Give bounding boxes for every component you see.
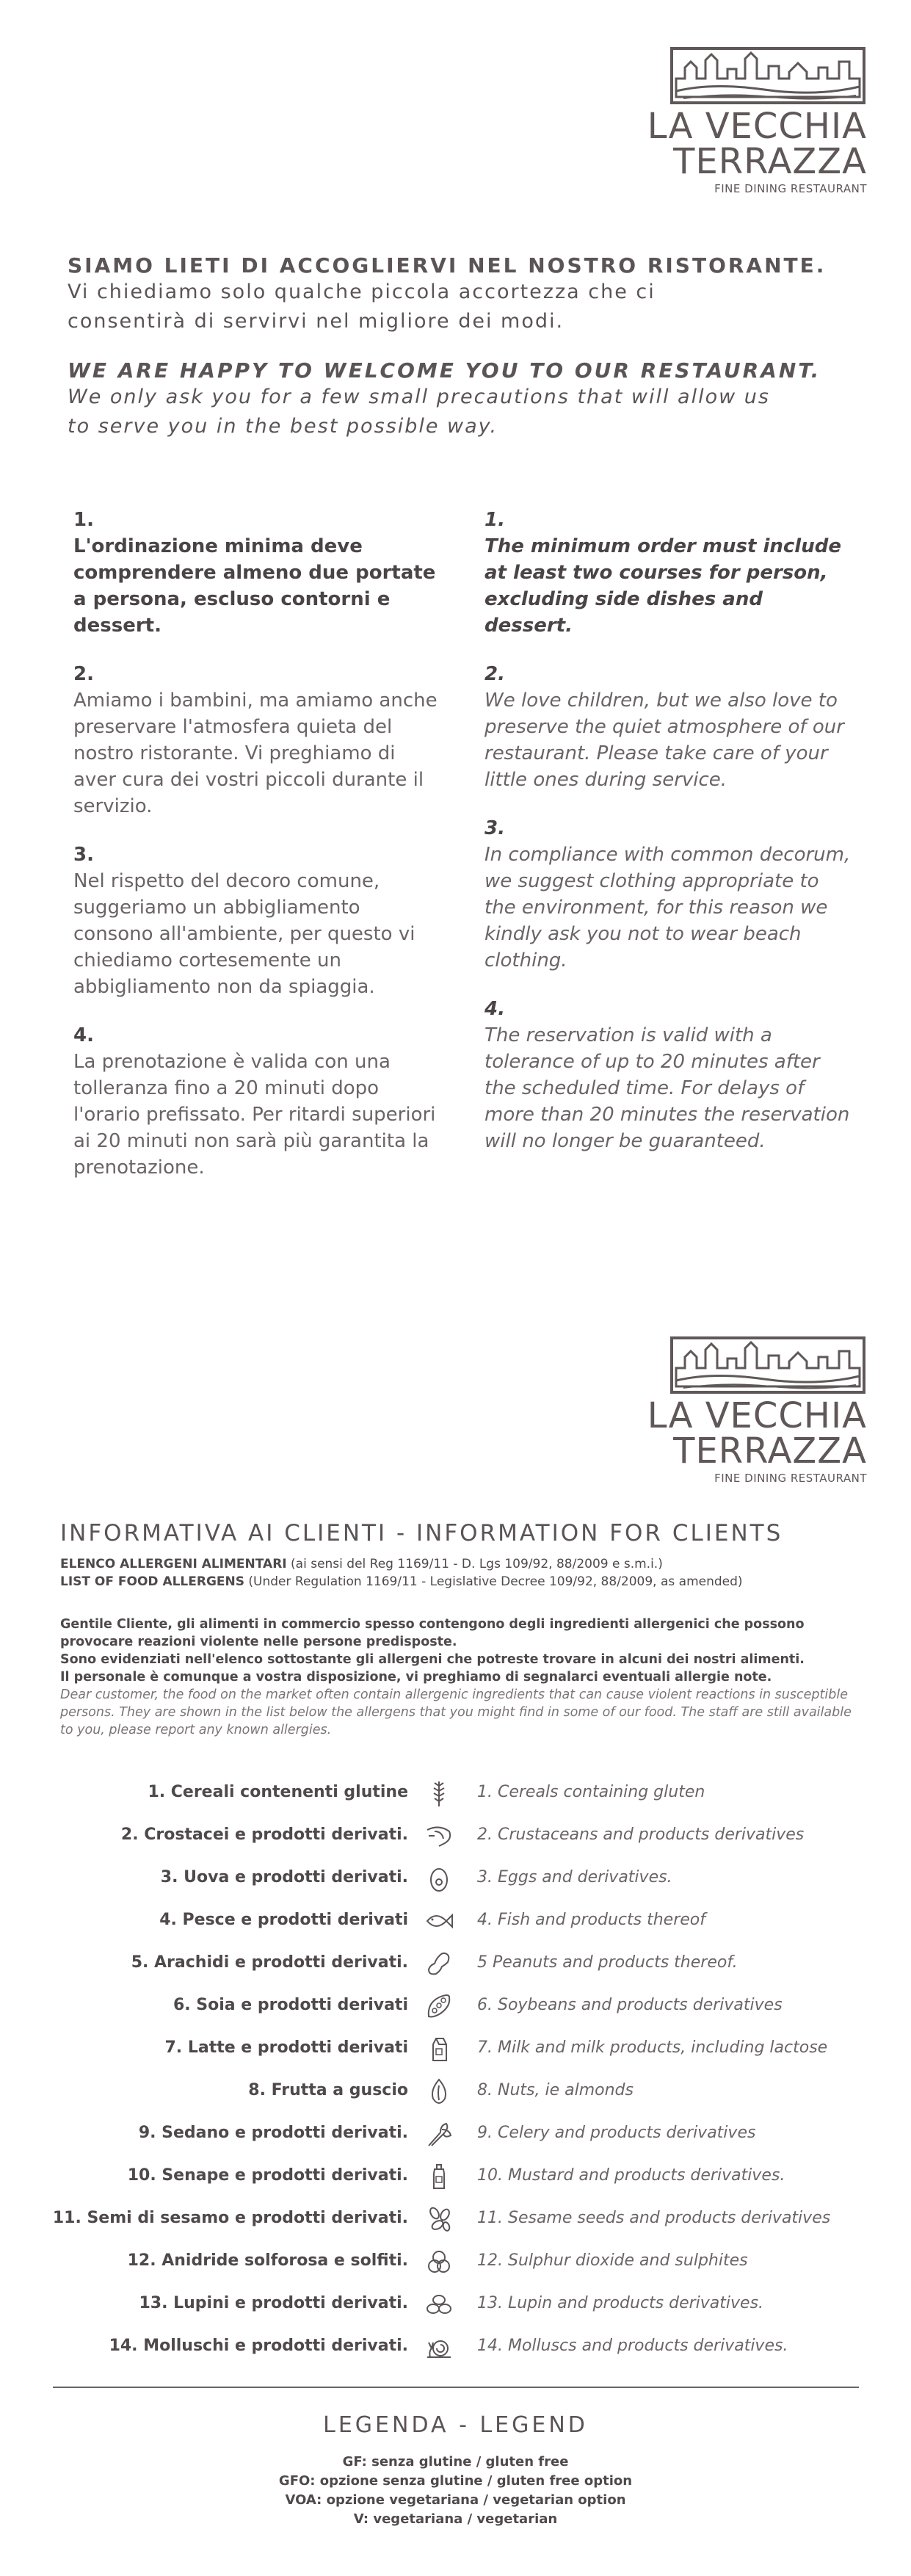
allergen-name-it: 9. Sedano e prodotti derivati.	[138, 2124, 408, 2142]
welcome-text-it-1: Vi chiediamo solo qualche piccola accortezza che ci	[68, 281, 656, 303]
allergen-row	[0, 2160, 911, 2197]
allergen-name-it: 8. Frutta a guscio	[248, 2081, 408, 2099]
rule-number: 2.	[484, 663, 505, 685]
shrimp-icon	[424, 1821, 454, 1850]
allergen-row	[0, 2118, 911, 2154]
allergen-row	[0, 2288, 911, 2325]
allergen-row	[0, 1990, 911, 2027]
allergen-name-it: 6. Soia e prodotti derivati	[173, 1996, 408, 2014]
rule-number: 3.	[484, 817, 505, 839]
rule-number: 1.	[73, 509, 94, 531]
allergen-name-en: 3. Eggs and derivatives.	[477, 1868, 672, 1886]
allergen-row	[0, 1777, 911, 1814]
allergen-name-it: 11. Semi di sesamo e prodotti derivati.	[52, 2209, 408, 2227]
logo-tagline: FINE DINING RESTAURANT	[714, 1472, 867, 1485]
almond-icon	[424, 2077, 454, 2106]
allergen-name-en: 1. Cereals containing gluten	[477, 1783, 705, 1801]
info-title: INFORMATIVA AI CLIENTI - INFORMATION FOR CLIENTS	[60, 1520, 783, 1546]
divider	[53, 2387, 859, 2388]
allergen-name-it: 1. Cereali contenenti glutine	[148, 1783, 408, 1801]
allergen-row	[0, 2203, 911, 2240]
allergen-name-en: 9. Celery and products derivatives	[477, 2124, 756, 2142]
rule-it-4	[73, 1022, 440, 1181]
allergen-name-en: 6. Soybeans and products derivatives	[477, 1996, 783, 2014]
allergen-name-it: 13. Lupini e prodotti derivati.	[139, 2294, 408, 2312]
rule-number: 4.	[73, 1024, 94, 1046]
rule-text: Nel rispetto del decoro comune, suggeriamo un abbigliamento consono all'ambiente, per questo vi chiediamo cortesemente un abbigliamento non da spiaggia.	[73, 870, 415, 998]
welcome-heading-en: WE ARE HAPPY TO WELCOME YOU TO OUR RESTAURANT.	[68, 358, 821, 383]
rule-text: In compliance with common decorum, we suggest clothing appropriate to the environment, for this reason we kindly ask you not to wear beach clothing.	[484, 844, 851, 972]
sulphite-icon	[424, 2247, 454, 2276]
mustard-icon	[424, 2162, 454, 2191]
cityscape-logo-icon	[669, 1335, 867, 1395]
logo-line-2: TERRAZZA	[673, 141, 867, 182]
allergen-heading-it-ref: (ai sensi del Reg 1169/11 - D. Lgs 109/92, 88/2009 e s.m.i.)	[286, 1557, 663, 1571]
allergen-name-en: 7. Milk and milk products, including lactose	[477, 2038, 828, 2057]
allergen-row	[0, 1947, 911, 1984]
welcome-heading-it: SIAMO LIETI DI ACCOGLIERVI NEL NOSTRO RISTORANTE.	[68, 253, 827, 278]
welcome-intro	[68, 253, 846, 441]
allergen-list-heading	[60, 1555, 743, 1591]
rule-en-4	[484, 996, 852, 1154]
allergen-heading-it-bold: ELENCO ALLERGENI ALIMENTARI	[60, 1557, 287, 1571]
allergen-row	[0, 2075, 911, 2112]
egg-icon	[424, 1864, 454, 1893]
allergen-name-en: 4. Fish and products thereof	[477, 1911, 705, 1929]
rule-text: We love children, but we also love to preserve the quiet atmosphere of our restaurant. Please take care of your little ones during service.	[484, 690, 844, 791]
lupin-icon	[424, 2290, 454, 2319]
logo-line-1: LA VECCHIA	[647, 1395, 867, 1436]
allergen-row	[0, 2246, 911, 2282]
cityscape-logo-icon	[669, 46, 867, 106]
allergen-name-en: 10. Mustard and products derivatives.	[477, 2166, 785, 2185]
rule-en-2	[484, 661, 852, 793]
rule-number: 4.	[484, 998, 505, 1020]
legend-title: LEGENDA - LEGEND	[323, 2412, 588, 2438]
allergen-name-it: 14. Molluschi e prodotti derivati.	[109, 2337, 408, 2355]
rule-text: The reservation is valid with a tolerance of up to 20 minutes after the scheduled time. For delays of more than 20 minutes the reservation will no longer be guaranteed.	[484, 1024, 850, 1152]
restaurant-logo-2	[647, 1335, 867, 1485]
rule-text: L'ordinazione minima deve comprendere almeno due portate a persona, escluso contorni e dessert.	[73, 535, 436, 637]
rule-it-1	[73, 507, 440, 639]
allergen-row	[0, 1862, 911, 1899]
legend-item-gf: GF: senza glutine / gluten free	[342, 2454, 569, 2470]
snail-icon	[424, 2332, 454, 2362]
allergen-name-en: 14. Molluscs and products derivatives.	[477, 2337, 788, 2355]
logo-line-1: LA VECCHIA	[647, 106, 867, 147]
rule-text: La prenotazione è valida con una tolleranza fino a 20 minuti dopo l'orario prefissato. Per ritardi superiori ai 20 minuti non sarà più garantita la prenotazione.	[73, 1051, 436, 1179]
rule-en-3	[484, 815, 852, 974]
legend-item-gfo: GFO: opzione senza glutine / gluten free option	[278, 2473, 633, 2489]
soybean-icon	[424, 1991, 454, 2021]
milk-icon	[424, 2034, 454, 2063]
logo-line-2: TERRAZZA	[673, 1430, 867, 1472]
rule-text: The minimum order must include at least two courses for person, excluding side dishes and dessert.	[484, 535, 841, 637]
allergen-name-en: 13. Lupin and products derivatives.	[477, 2294, 764, 2312]
rule-number: 1.	[484, 509, 505, 531]
allergen-name-it: 4. Pesce e prodotti derivati	[159, 1911, 408, 1929]
allergen-name-en: 8. Nuts, ie almonds	[477, 2081, 634, 2099]
welcome-text-en-2: to serve you in the best possible way.	[68, 415, 498, 438]
allergen-row	[0, 2331, 911, 2367]
celery-icon	[424, 2119, 454, 2149]
welcome-text-it-2: consentirà di servirvi nel migliore dei modi.	[68, 310, 565, 333]
legend-item-v: V: vegetariana / vegetarian	[353, 2511, 558, 2527]
allergen-notice	[60, 1616, 860, 1739]
wheat-icon	[424, 1779, 454, 1808]
notice-it-2: Sono evidenziati nell'elenco sottostante gli allergeni che potreste trovare in alcuni dei nostri alimenti.	[60, 1652, 805, 1667]
allergen-name-it: 3. Uova e prodotti derivati.	[160, 1868, 408, 1886]
allergen-name-it: 2. Crostacei e prodotti derivati.	[120, 1826, 408, 1844]
rule-number: 2.	[73, 663, 94, 685]
allergen-name-it: 10. Senape e prodotti derivati.	[127, 2166, 408, 2185]
allergen-name-it: 7. Latte e prodotti derivati	[164, 2038, 408, 2057]
legend-items	[0, 2453, 911, 2529]
allergen-row	[0, 2033, 911, 2069]
rule-text: Amiamo i bambini, ma amiamo anche preservare l'atmosfera quieta del nostro ristorante. Vi preghiamo di aver cura dei vostri piccoli durante il servizio.	[73, 690, 438, 817]
allergen-row	[0, 1820, 911, 1856]
allergen-name-en: 5 Peanuts and products thereof.	[477, 1953, 738, 1972]
rules-column-en	[484, 507, 852, 1176]
allergen-heading-en-bold: LIST OF FOOD ALLERGENS	[60, 1574, 245, 1589]
peanut-icon	[424, 1949, 454, 1978]
rule-it-2	[73, 661, 440, 820]
rule-number: 3.	[73, 844, 94, 866]
rule-en-1	[484, 507, 852, 639]
restaurant-logo	[647, 46, 867, 195]
allergen-name-it: 5. Arachidi e prodotti derivati.	[131, 1953, 408, 1972]
allergen-row	[0, 1905, 911, 1942]
notice-en: Dear customer, the food on the market often contain allergenic ingredients that can cause violent reactions in susceptible persons. They are shown in the list below the allergens that you might find in some of our food. The staff are still available to you, please report any known allergies.	[60, 1687, 852, 1737]
logo-tagline: FINE DINING RESTAURANT	[714, 182, 867, 195]
fish-icon	[424, 1906, 454, 1936]
allergen-heading-en-ref: (Under Regulation 1169/11 - Legislative Decree 109/92, 88/2009, as amended)	[244, 1574, 743, 1589]
sesame-icon	[424, 2204, 454, 2234]
allergen-name-it: 12. Anidride solforosa e solfiti.	[127, 2251, 408, 2270]
allergen-name-en: 2. Crustaceans and products derivatives	[477, 1826, 805, 1844]
notice-it-1: Gentile Cliente, gli alimenti in commercio spesso contengono degli ingredienti allergenici che possono provocare reazioni violente nelle persone predisposte.	[60, 1617, 805, 1649]
rules-column-it	[73, 507, 440, 1203]
rule-it-3	[73, 842, 440, 1000]
allergen-name-en: 11. Sesame seeds and products derivatives	[477, 2209, 831, 2227]
legend-item-voa: VOA: opzione vegetariana / vegetarian option	[285, 2492, 626, 2508]
notice-it-3: Il personale è comunque a vostra disposizione, vi preghiamo di segnalarci eventuali allergie note.	[60, 1670, 772, 1685]
allergen-name-en: 12. Sulphur dioxide and sulphites	[477, 2251, 748, 2270]
welcome-text-en-1: We only ask you for a few small precautions that will allow us	[68, 386, 770, 408]
